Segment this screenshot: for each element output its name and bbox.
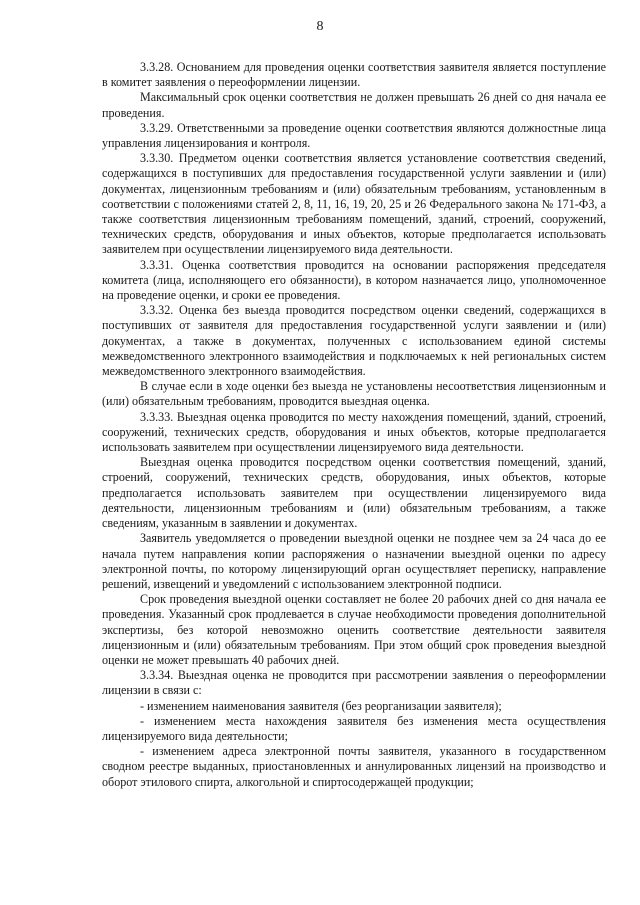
paragraph-3-3-34: 3.3.34. Выездная оценка не проводится при рассмотрении заявления о переоформлении лицензии в связи с: bbox=[102, 668, 606, 698]
paragraph-3-3-30: 3.3.30. Предметом оценки соответствия является установление соответствия сведений, содержащихся в поступивших для предоставления государственной услуги заявлении и (или) документах, лицензионным требованиям и (или) обязательным требованиям, установленным в соответствии с положениями статей 2, 8, 11, 16, 19, 20, 25 и 26 Федерального закона № 171-ФЗ, а также соответствия лицензионным требованиям помещений, зданий, строений, сооружений, технических средств, оборудования и иных объектов, которые предполагается использовать заявителем при осуществлении лицензируемого вида деятельности. bbox=[102, 151, 606, 257]
paragraph-3-3-29: 3.3.29. Ответственными за проведение оценки соответствия являются должностные лица управления лицензирования и контроля. bbox=[102, 120, 606, 151]
paragraph-max-term: Максимальный срок оценки соответствия не должен превышать 26 дней со дня начала ее проведения. bbox=[102, 90, 606, 120]
list-item-location-change: - изменением места нахождения заявителя без изменения места осуществления лицензируемого вида деятельности; bbox=[102, 713, 606, 743]
paragraph-notification: Заявитель уведомляется о проведении выездной оценки не позднее чем за 24 часа до ее начала путем направления копии распоряжения о назначении выездной оценки по адресу электронной почты, по которому лицензирующий орган осуществляет переписку, направление решений, извещений и уведомлений с использованием электронной подписи. bbox=[102, 531, 606, 591]
paragraph-3-3-28: 3.3.28. Основанием для проведения оценки соответствия заявителя является поступление в комитет заявления о переоформлении лицензии. bbox=[102, 60, 606, 90]
paragraph-onsite-assessment: Выездная оценка проводится посредством оценки соответствия помещений, зданий, строений, сооружений, технических средств, оборудования, иных объектов, которые предполагается использовать заявителем при осуществлении лицензируемого вида деятельности, лицензионным требованиям и (или) обязательным требованиям, а также сведениям, указанным в заявлении и документах. bbox=[102, 455, 606, 531]
paragraph-term: Срок проведения выездной оценки составляет не более 20 рабочих дней со дня начала ее проведения. Указанный срок продлевается в случае необходимости проведения дополнительной экспертизы, без которой невозможно оценить соответствие деятельности заявителя лицензионным и (или) обязательным требованиям. При этом общий срок проведения выездной оценки не может превышать 40 рабочих дней. bbox=[102, 592, 606, 667]
paragraph-no-mismatch: В случае если в ходе оценки без выезда не установлены несоответствия лицензионным и (или) обязательным требованиям, проводится выездная оценка. bbox=[102, 379, 606, 409]
paragraph-3-3-31: 3.3.31. Оценка соответствия проводится на основании распоряжения председателя комитета (лица, исполняющего его обязанности), в котором назначается лицо, уполномоченное на проведение оценки, и сроки ее проведения. bbox=[102, 257, 606, 303]
document-body bbox=[102, 60, 606, 790]
paragraph-3-3-32: 3.3.32. Оценка без выезда проводится посредством оценки сведений, содержащихся в поступивших от заявителя для предоставления государственной услуги заявлении и (или) документах, а также в документах, полученных с использованием единой системы межведомственного электронного взаимодействия и подключаемых к ней региональных систем межведомственного электронного взаимодействия. bbox=[102, 303, 606, 379]
list-item-email-change: - изменением адреса электронной почты заявителя, указанного в государственном сводном реестре выданных, приостановленных и аннулированных лицензий на производство и оборот этилового спирта, алкогольной и спиртосодержащей продукции; bbox=[102, 744, 606, 789]
list-item-name-change: - изменением наименования заявителя (без реорганизации заявителя); bbox=[140, 698, 502, 713]
paragraph-3-3-33: 3.3.33. Выездная оценка проводится по месту нахождения помещений, зданий, строений, сооружений, технических средств, оборудования и иных объектов, которые предполагается использовать заявителем при осуществлении лицензируемого вида деятельности. bbox=[102, 409, 606, 455]
page-number: 8 bbox=[316, 19, 324, 34]
